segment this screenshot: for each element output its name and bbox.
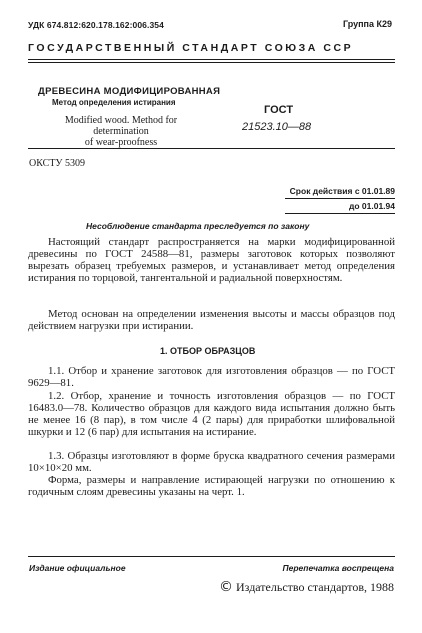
edition-label: Издание официальное [29, 563, 126, 573]
english-title-line1: Modified wood. Method for determination [64, 115, 178, 137]
paragraph-1-3: 1.3. Образцы изготовляют в форме бруска квадратного сечения размерами 10×10×20 мм. [28, 450, 395, 474]
header-rule-thin [28, 62, 395, 63]
udk-code: УДК 674.812:620.178.162:006.354 [28, 20, 164, 30]
footer-rule [28, 556, 395, 557]
title-rule [28, 148, 395, 149]
document-title: ДРЕВЕСИНА МОДИФИЦИРОВАННАЯ [38, 86, 221, 97]
document-subtitle: Метод определения истирания [52, 98, 176, 107]
copyright-line [219, 579, 394, 595]
copyright-text: Издательство стандартов, 1988 [236, 580, 394, 594]
validity-from: Срок действия с 01.01.89 [289, 186, 395, 196]
header-rule-thick [28, 59, 395, 60]
paragraph-1-1: 1.1. Отбор и хранение заготовок для изготовления образцов — по ГОСТ 9629—81. [28, 365, 395, 389]
validity-to: до 01.01.94 [348, 201, 395, 211]
english-title-line2: of wear-proofness [84, 137, 158, 148]
okstu-code: ОКСТУ 5309 [29, 158, 86, 169]
group-code: Группа К29 [342, 19, 392, 29]
paragraph-form: Форма, размеры и направление истирающей нагрузки по отношению к годичным слоям древесины указаны на черт. 1. [28, 474, 395, 498]
paragraph-scope: Настоящий стандарт распространяется на марки модифицированной древесины по ГОСТ 24588—81, размеры заготовок которых позволяют вырезать образец требуемых размеров, и устанавливает метод определения истирания по торцовой, тангентальной и радиальной поверхностям. [28, 236, 395, 284]
paragraph-method: Метод основан на определении изменения высоты и массы образцов под действием нагрузки при истирании. [28, 308, 395, 332]
copyright-icon: © [219, 579, 233, 595]
nonconformity-notice: Несоблюдение стандарта преследуется по закону [86, 221, 310, 231]
gost-label: ГОСТ [264, 104, 294, 116]
standard-heading: ГОСУДАРСТВЕННЫЙ СТАНДАРТ СОЮЗА ССР [28, 42, 354, 54]
validity-rule-2 [285, 213, 395, 214]
english-title [36, 115, 206, 148]
gost-number: 21523.10—88 [242, 121, 312, 133]
paragraph-1-2: 1.2. Отбор, хранение и точность изготовления образцов — по ГОСТ 16483.0—78. Количество образцов для каждого вида испытания должно быть не менее 16 (8 пар), в том числе 4 (2 пары) для приработки шлифовальной шкурки и 12 (6 пар) для испытания на истирание. [28, 390, 395, 438]
validity-rule-1 [285, 198, 395, 199]
reprint-notice: Перепечатка воспрещена [282, 563, 394, 573]
section-title: 1. ОТБОР ОБРАЗЦОВ [160, 346, 256, 356]
